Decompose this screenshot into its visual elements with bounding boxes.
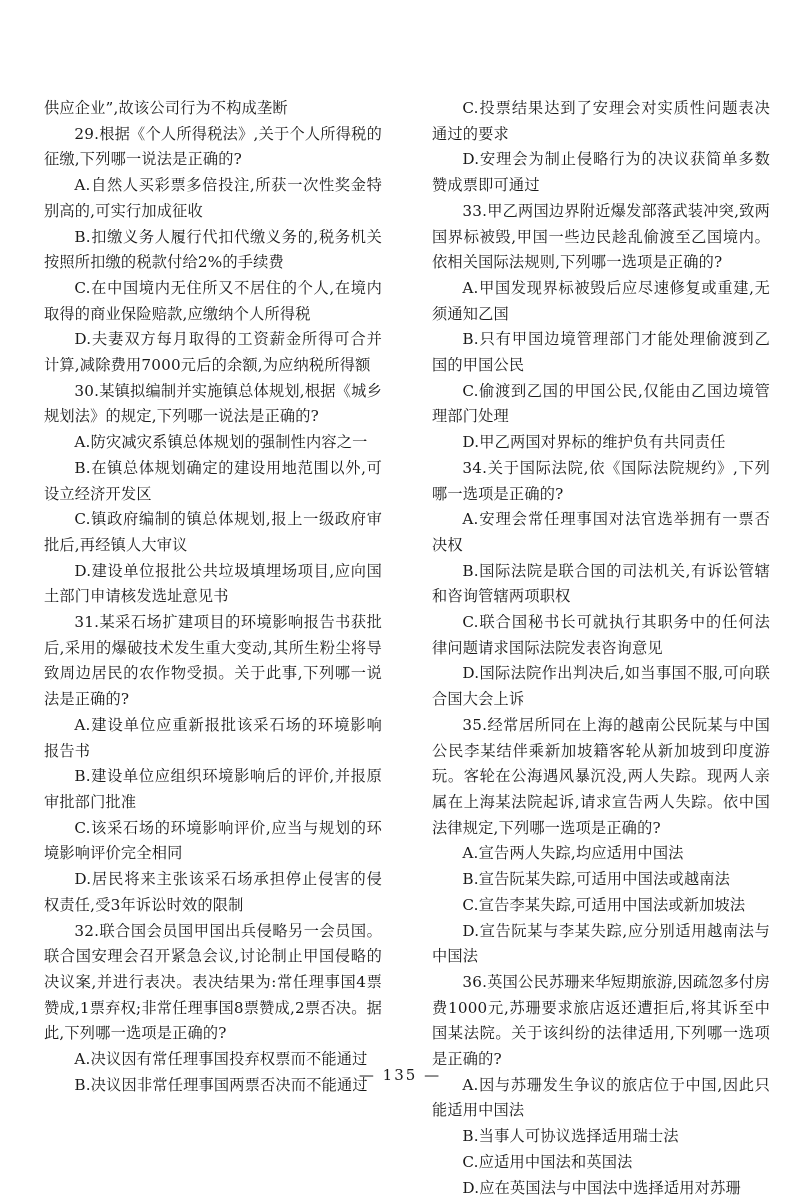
answer-option: C.应适用中国法和英国法 xyxy=(462,1152,633,1171)
right-column xyxy=(432,96,770,1201)
answer-option: D.宣告阮某与李某失踪,应分别适用越南法与中国法 xyxy=(432,921,770,966)
answer-option: C.镇政府编制的镇总体规划,报上一级政府审批后,再经镇人大审议 xyxy=(44,510,382,554)
answer-option: A.建设单位应重新报批该采石场的环境影响报告书 xyxy=(44,715,382,760)
answer-option: C.偷渡到乙国的甲国公民,仅能由乙国边境管理部门处理 xyxy=(432,381,770,426)
answer-option: A.决议因有常任理事国投弃权票而不能通过 xyxy=(74,1050,368,1069)
answer-option: C.联合国秘书长可就执行其职务中的任何法律问题请求国际法院发表咨询意见 xyxy=(432,613,770,657)
answer-option: D.夫妻双方每月取得的工资薪金所得可合并计算,减除费用7000元后的余额,为应纳税所得额 xyxy=(44,330,382,375)
answer-option: D.应在英国法与中国法中选择适用对苏珊 xyxy=(462,1178,741,1197)
answer-option: A.宣告两人失踪,均应适用中国法 xyxy=(462,844,684,863)
answer-option: B.当事人可协议选择适用瑞士法 xyxy=(462,1127,679,1146)
answer-option: D.甲乙两国对界标的维护负有共同责任 xyxy=(462,433,726,452)
answer-option: D.国际法院作出判决后,如当事国不服,可向联合国大会上诉 xyxy=(432,664,770,709)
answer-option: D.安理会为制止侵略行为的决议获简单多数赞成票即可通过 xyxy=(432,150,770,195)
continued-text: 供应企业”,故该公司行为不构成垄断 xyxy=(44,99,288,117)
question-stem: 34.关于国际法院,依《国际法院规约》,下列哪一选项是正确的? xyxy=(432,458,770,503)
answer-option: A.因与苏珊发生争议的旅店位于中国,因此只能适用中国法 xyxy=(432,1075,770,1120)
answer-option: B.宣告阮某失踪,可适用中国法或越南法 xyxy=(462,870,731,889)
question-stem: 30.某镇拟编制并实施镇总体规划,根据《城乡规划法》的规定,下列哪一说法是正确的? xyxy=(44,381,382,426)
answer-option: A.安理会常任理事国对法官选举拥有一票否决权 xyxy=(432,510,770,554)
answer-option: C.该采石场的环境影响评价,应当与规划的环境影响评价完全相同 xyxy=(44,818,382,863)
answer-option: B.在镇总体规划确定的建设用地范围以外,可设立经济开发区 xyxy=(44,458,382,503)
answer-option: B.只有甲国边境管理部门才能处理偷渡到乙国的甲国公民 xyxy=(432,330,770,375)
question-stem: 35.经常居所同在上海的越南公民阮某与中国公民李某结伴乘新加坡籍客轮从新加坡到印度游玩。客轮在公海遇风暴沉没,两人失踪。现两人亲属在上海某法院起诉,请求宣告两人失踪。依中国法律规定,下列哪一选项是正确的? xyxy=(432,715,770,837)
answer-option: D.居民将来主张该采石场承担停止侵害的侵权责任,受3年诉讼时效的限制 xyxy=(44,870,382,914)
answer-option: A.防灾减灾系镇总体规划的强制性内容之一 xyxy=(74,433,368,452)
answer-option: C.宣告李某失踪,可适用中国法或新加坡法 xyxy=(462,895,746,914)
answer-option: B.决议因非常任理事国两票否决而不能通过 xyxy=(74,1075,368,1094)
answer-option: C.投票结果达到了安理会对实质性问题表决通过的要求 xyxy=(432,99,770,143)
question-stem: 36.英国公民苏珊来华短期旅游,因疏忽多付房费1000元,苏珊要求旅店返还遭拒后,将其诉至中国某法院。关于该纠纷的法律适用,下列哪一选项是正确的? xyxy=(432,972,770,1069)
answer-option: A.甲国发现界标被毁后应尽速修复或重建,无须通知乙国 xyxy=(432,278,770,323)
left-column xyxy=(44,96,382,1098)
answer-option: B.建设单位应组织环境影响后的评价,并报原审批部门批准 xyxy=(44,767,382,811)
answer-option: B.扣缴义务人履行代扣代缴义务的,税务机关按照所扣缴的税款付给2%的手续费 xyxy=(44,227,382,272)
question-stem: 31.某采石场扩建项目的环境影响报告书获批后,采用的爆破技术发生重大变动,其所生粉尘将导致周边居民的农作物受损。关于此事,下列哪一说法是正确的? xyxy=(44,613,382,709)
question-stem: 29.根据《个人所得税法》,关于个人所得税的征缴,下列哪一说法是正确的? xyxy=(44,124,382,169)
question-stem: 32.联合国会员国甲国出兵侵略另一会员国。联合国安理会召开紧急会议,讨论制止甲国侵略的决议案,并进行表决。表决结果为:常任理事国4票赞成,1票弃权;非常任理事国8票赞成,2票否决。据此,下列哪一选项是正确的? xyxy=(44,921,382,1043)
answer-option: A.自然人买彩票多倍投注,所获一次性奖金特别高的,可实行加成征收 xyxy=(44,176,382,220)
answer-option: C.在中国境内无住所又不居住的个人,在境内取得的商业保险赔款,应缴纳个人所得税 xyxy=(44,278,382,323)
question-stem: 33.甲乙两国边界附近爆发部落武装冲突,致两国界标被毁,甲国一些边民趁乱偷渡至乙国境内。依相关国际法规则,下列哪一选项是正确的? xyxy=(432,201,770,272)
answer-option: D.建设单位报批公共垃圾填埋场项目,应向国土部门申请核发选址意见书 xyxy=(44,561,382,606)
answer-option: B.国际法院是联合国的司法机关,有诉讼管辖和咨询管辖两项职权 xyxy=(432,561,770,606)
page-number: — 135 — xyxy=(358,1066,442,1084)
